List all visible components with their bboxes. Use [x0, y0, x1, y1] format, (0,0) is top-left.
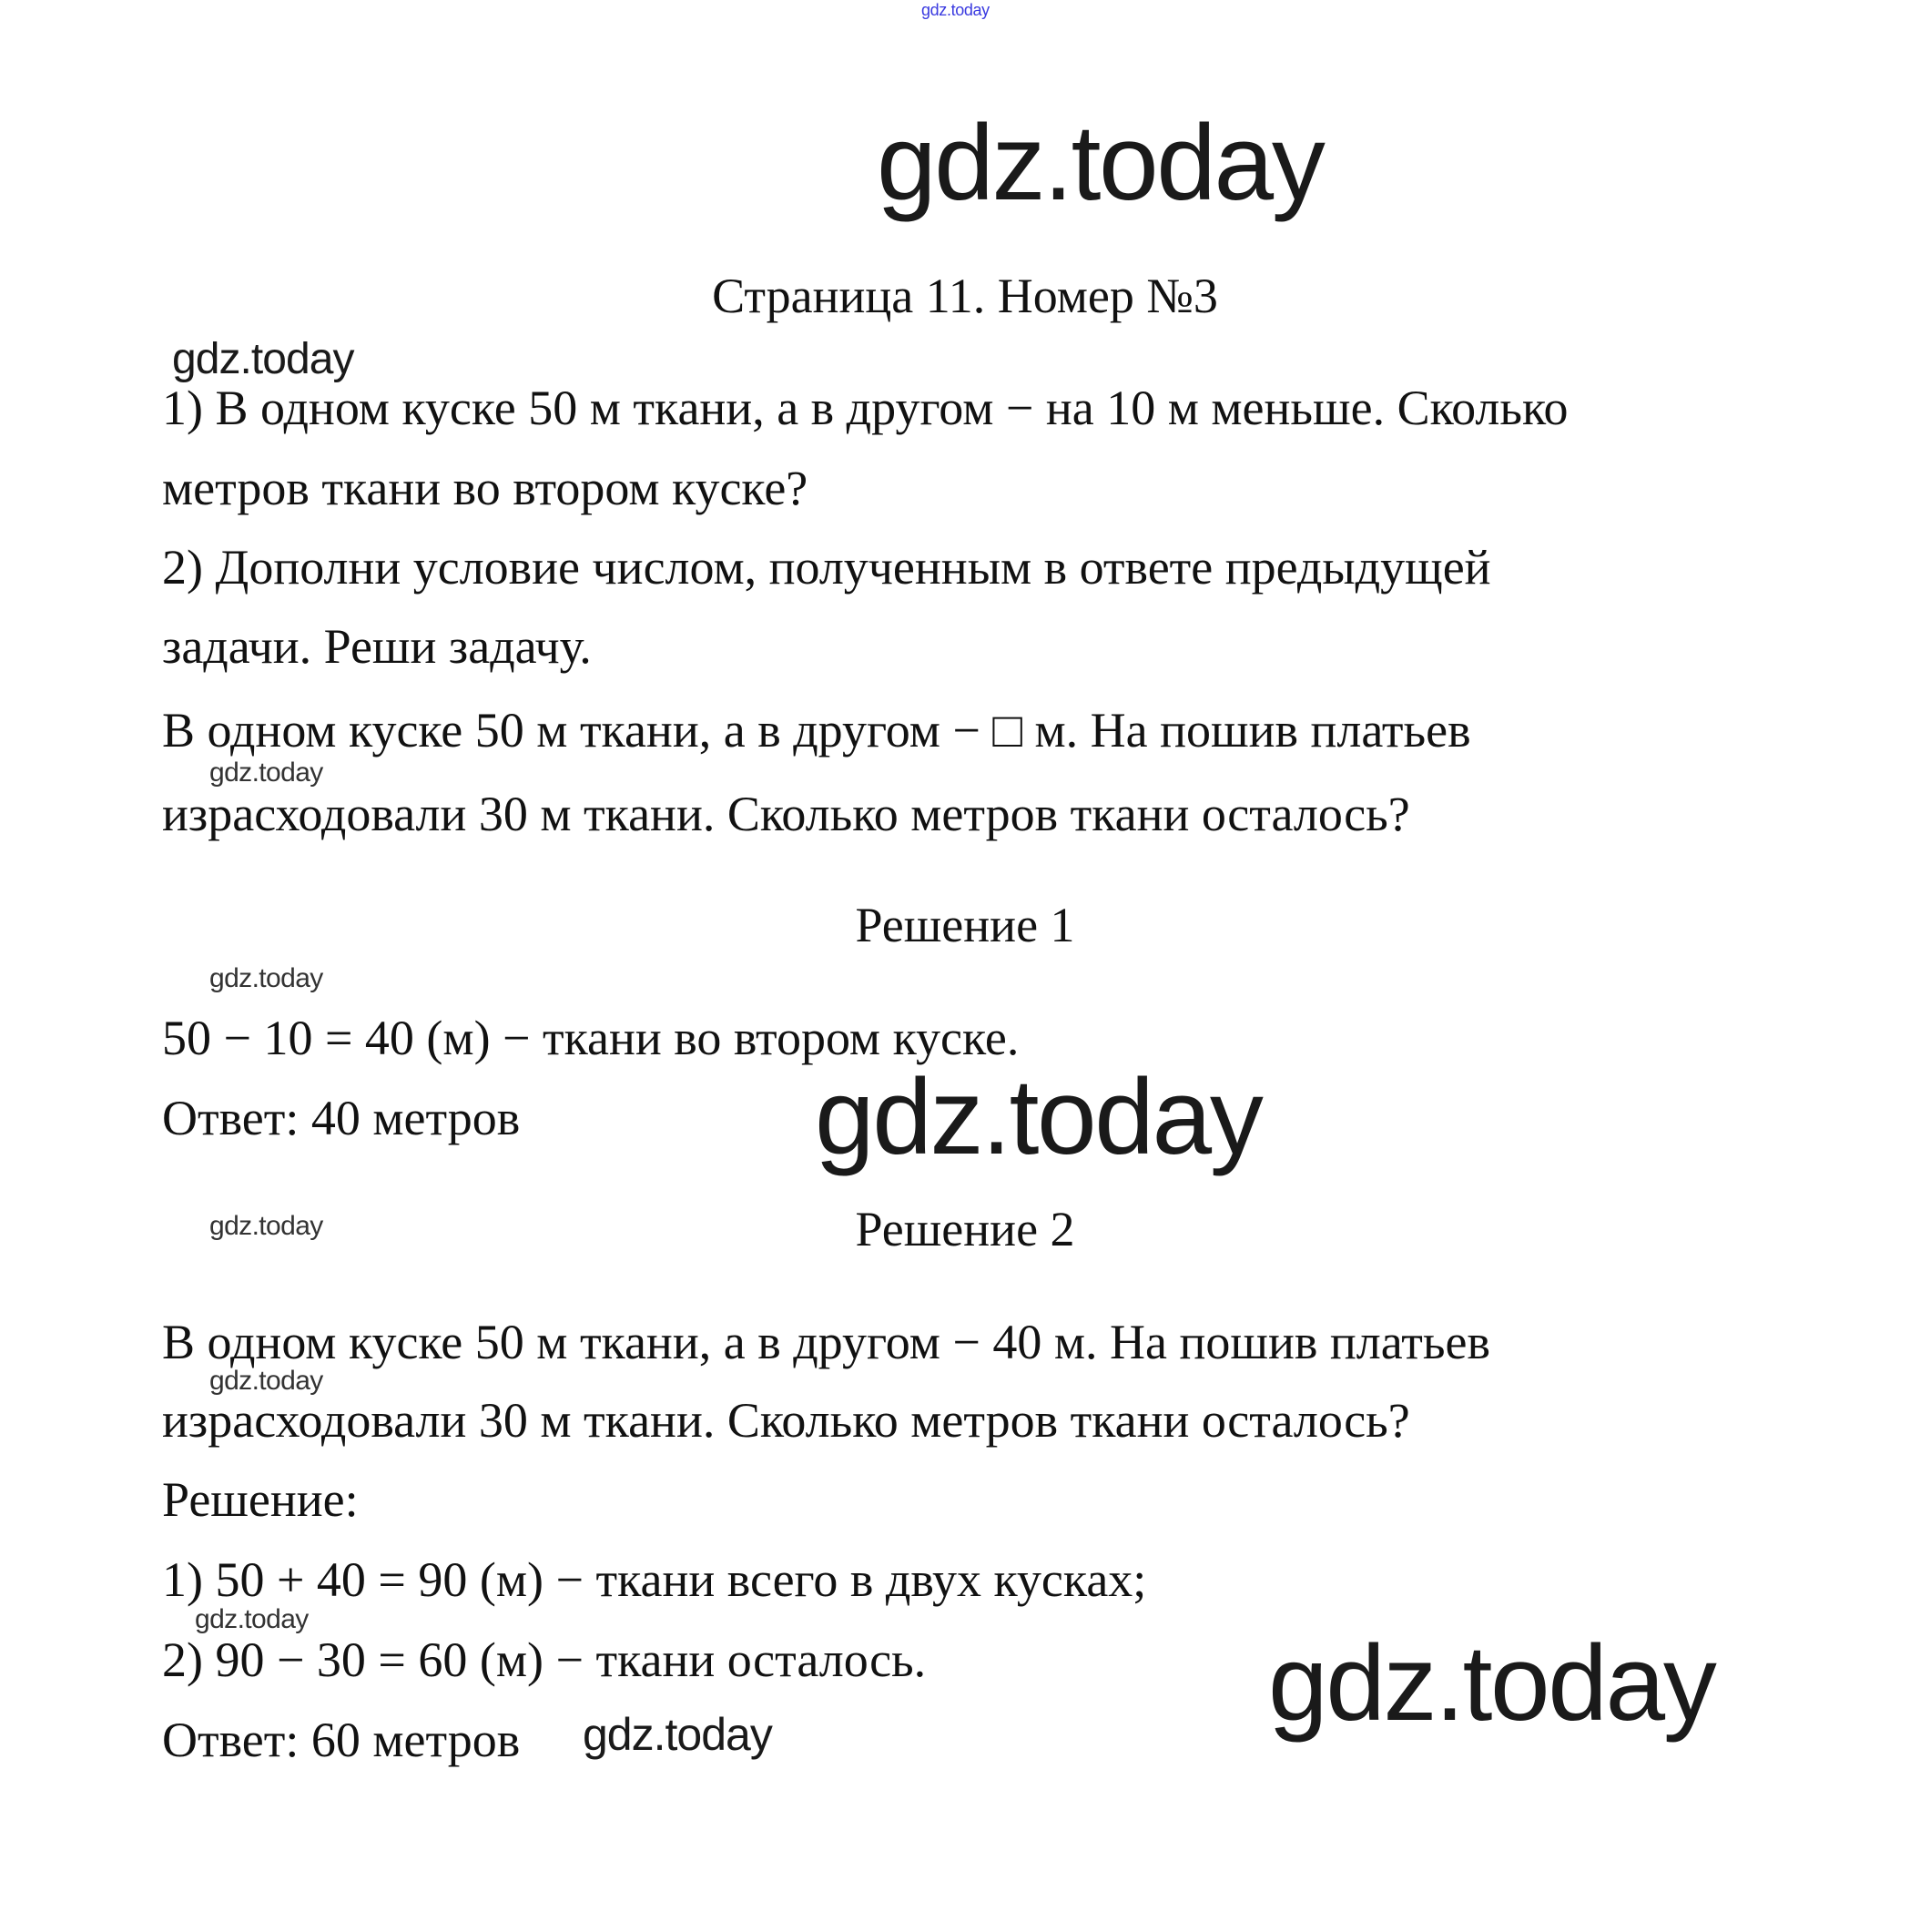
- solution2-line: В одном куске 50 м ткани, а в другом − 40 м. На пошив платьев: [162, 1315, 1490, 1369]
- solution2-line: израсходовали 30 м ткани. Сколько метров ткани осталось?: [162, 1393, 1410, 1448]
- watermark-large: gdz.today: [815, 1057, 1262, 1177]
- solution2-line: 1) 50 + 40 = 90 (м) − ткани всего в двух кусках;: [162, 1552, 1147, 1607]
- watermark: gdz.today: [172, 335, 354, 383]
- watermark-small: gdz.today: [209, 963, 323, 993]
- solution2-heading: Решение 2: [855, 1202, 1075, 1256]
- task-line: В одном куске 50 м ткани, а в другом − □ м. На пошив платьев: [162, 703, 1471, 758]
- task-line: израсходовали 30 м ткани. Сколько метров ткани осталось?: [162, 787, 1410, 841]
- task-line: метров ткани во втором куске?: [162, 461, 808, 515]
- solution2-line: 2) 90 − 30 = 60 (м) − ткани осталось.: [162, 1632, 927, 1687]
- watermark-small: gdz.today: [209, 1366, 323, 1396]
- watermark-small: gdz.today: [209, 758, 323, 788]
- solution2-answer: Ответ: 60 метров: [162, 1713, 521, 1767]
- solution1-heading: Решение 1: [855, 898, 1075, 952]
- page-title: Страница 11. Номер №3: [712, 269, 1218, 323]
- solution1-line: 50 − 10 = 40 (м) − ткани во втором куске.: [162, 1011, 1020, 1065]
- watermark: gdz.today: [583, 1709, 772, 1760]
- watermark-small: gdz.today: [195, 1604, 309, 1634]
- task-line: 1) В одном куске 50 м ткани, а в другом − на 10 м меньше. Сколько: [162, 381, 1569, 435]
- watermark-large: gdz.today: [1268, 1623, 1715, 1744]
- solution1-answer: Ответ: 40 метров: [162, 1091, 521, 1145]
- watermark-small: gdz.today: [209, 1211, 323, 1241]
- solution2-line: Решение:: [162, 1472, 359, 1527]
- watermark-top: gdz.today: [921, 1, 990, 19]
- task-line: 2) Дополни условие числом, полученным в ответе предыдущей: [162, 540, 1491, 595]
- watermark-large: gdz.today: [877, 103, 1324, 223]
- task-line: задачи. Реши задачу.: [162, 619, 592, 674]
